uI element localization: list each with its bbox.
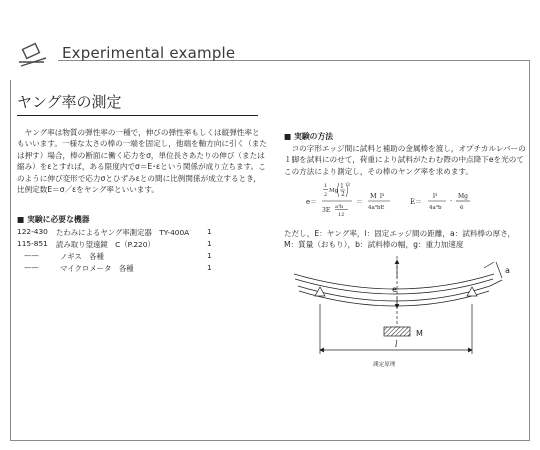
equipment-qty: 1 [207, 251, 212, 260]
formula-p4-den: e [460, 204, 464, 211]
method-paragraph: コの字形エッジ間に試料と補助の金属棒を渡し，オプチカルレバーの１脚を試料にのせて，荷重により試料がたわむ際の中点降下eを光のてこの方法により測定し，その棒のヤング率を求めます。 [284, 144, 526, 176]
intro-paragraph: ヤング率は物質の弾性率の一種で，伸びの弾性率もしくは縦弾性率ともいいます。一様な太さの棒の一端を固定し，他端を軸方向に引く（または押す）場合，棒の断面に働く応力をσ，単位長さあたりの伸び（または縮み）をεとすれば，ある限度内でσ＝E･εという関係が成り立ちます。このように伸び変形で応力σとひずみεとの間に比例関係が成立するとき，比例定数E＝σ／εをヤング率といいます。 [17, 128, 267, 195]
equipment-name: ノギス 各種 [60, 252, 104, 261]
formula-block [284, 180, 530, 222]
equipment-qty: 1 [207, 263, 212, 272]
formula-l: l [341, 183, 343, 190]
equipment-code: 122-430 [17, 227, 48, 236]
variable-note: ただし，E：ヤング率，l：固定エッジ間の距離，a：試料棒の厚さ，M：質量（おもり），b：試料棒の幅，g：重力加速度 [284, 229, 516, 250]
formula-exp: 3 [347, 183, 350, 188]
bending-diagram [284, 256, 530, 360]
equipment-heading: ■ 実験に必要な機器 [17, 215, 90, 224]
formula-dot: · [450, 197, 453, 205]
formula-den-12: 12 [338, 212, 345, 218]
equipment-code: —— [24, 251, 39, 260]
page-title: ヤング率の測定 [17, 93, 122, 111]
formula-p2-den: 4a³bE [368, 205, 385, 211]
formula-p3-den: 4a³b [429, 205, 442, 211]
formula-num-two: 2 [324, 192, 328, 198]
equipment-code: 115-851 [17, 239, 48, 248]
equipment-code: —— [24, 263, 39, 272]
equipment-name: 読み取り望遠鏡 C（P.220） [56, 240, 155, 249]
diagram-label-m: M [416, 329, 423, 338]
formula-p2-num: M [370, 192, 377, 200]
diagram-label-a: a [505, 266, 510, 275]
formula-p4-num: Mg [458, 193, 468, 200]
equipment-name: たわみによるヤング率測定器 TY-400A [56, 228, 190, 237]
diagram-label-l: l [395, 340, 398, 349]
experiment-icon [10, 34, 58, 80]
equipment-name: マイクロメータ 各種 [60, 264, 134, 273]
formula-eq1: ＝ [356, 198, 363, 206]
section-header-title: Experimental example [62, 44, 236, 62]
formula-num-one: 1 [324, 183, 328, 189]
method-heading: ■ 実験の方法 [284, 132, 334, 141]
diagram-caption: 測定原理 [373, 362, 396, 368]
formula-den-3e: 3E [322, 207, 331, 214]
formula-den-a3b: a³b [335, 204, 344, 210]
diagram-label-e: e [392, 285, 397, 294]
formula-lhs: e＝ [306, 198, 318, 206]
formula-e-label: E＝ [410, 198, 423, 206]
title-rule [17, 115, 258, 116]
equipment-qty: 1 [207, 239, 212, 248]
formula-mg: Mg [329, 188, 339, 194]
formula-p2-num-tail: l³ [380, 193, 385, 200]
equipment-qty: 1 [207, 227, 212, 236]
formula-two: 2 [341, 191, 345, 198]
formula-p3-num: l³ [433, 193, 438, 200]
